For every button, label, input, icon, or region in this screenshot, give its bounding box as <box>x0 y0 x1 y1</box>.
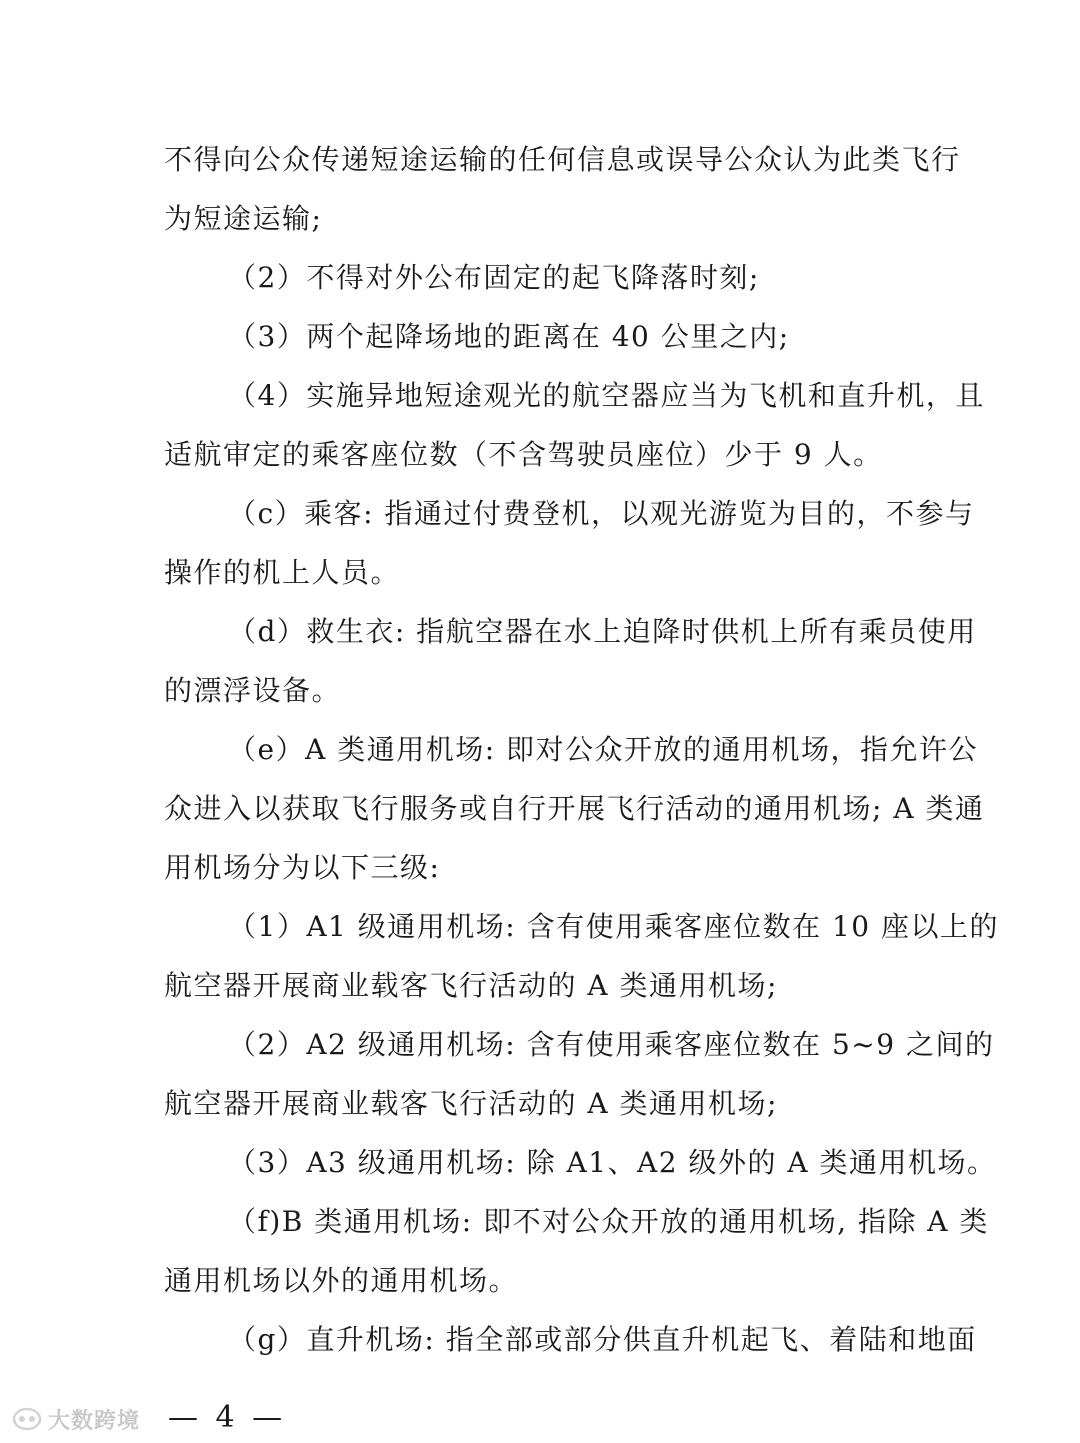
text-line: 适航审定的乘客座位数（不含驾驶员座位）少于 9 人。 <box>164 438 883 471</box>
text-line: （g）直升机场: 指全部或部分供直升机起飞、着陆和地面 <box>228 1323 977 1356</box>
text-line: （1）A1 级通用机场: 含有使用乘客座位数在 10 座以上的 <box>228 910 1000 943</box>
text-line: 为短途运输; <box>164 202 323 235</box>
text-line: 航空器开展商业载客飞行活动的 A 类通用机场; <box>164 1087 778 1120</box>
text-line: （2）不得对外公布固定的起飞降落时刻; <box>228 261 760 294</box>
watermark-logo-icon <box>12 1406 42 1432</box>
text-line: 通用机场以外的通用机场。 <box>164 1264 519 1297</box>
text-line: 用机场分为以下三级: <box>164 851 441 884</box>
text-line: 不得向公众传递短途运输的任何信息或误导公众认为此类飞行 <box>164 143 961 176</box>
text-line: （3）两个起降场地的距离在 40 公里之内; <box>228 320 790 353</box>
watermark-text: 大数跨境 <box>48 1408 141 1434</box>
text-line: （4）实施异地短途观光的航空器应当为飞机和直升机，且 <box>228 379 985 412</box>
text-line: 航空器开展商业载客飞行活动的 A 类通用机场; <box>164 969 778 1002</box>
text-line: （2）A2 级通用机场: 含有使用乘客座位数在 5~9 之间的 <box>228 1028 995 1061</box>
text-line: （3）A3 级通用机场: 除 A1、A2 级外的 A 类通用机场。 <box>228 1146 997 1179</box>
text-line: （e）A 类通用机场: 即对公众开放的通用机场，指允许公 <box>228 733 979 766</box>
watermark <box>12 1404 140 1434</box>
text-line: （d）救生衣: 指航空器在水上迫降时供机上所有乘员使用 <box>228 615 977 648</box>
page-number: — 4 — <box>168 1400 287 1435</box>
text-line: 的漂浮设备。 <box>164 674 342 707</box>
text-line: 操作的机上人员。 <box>164 556 401 589</box>
text-line: （f)B 类通用机场: 即不对公众开放的通用机场, 指除 A 类 <box>228 1205 989 1238</box>
text-line: 众进入以获取飞行服务或自行开展飞行活动的通用机场; A 类通 <box>164 792 985 825</box>
text-line: （c）乘客: 指通过付费登机，以观光游览为目的，不参与 <box>228 497 975 530</box>
